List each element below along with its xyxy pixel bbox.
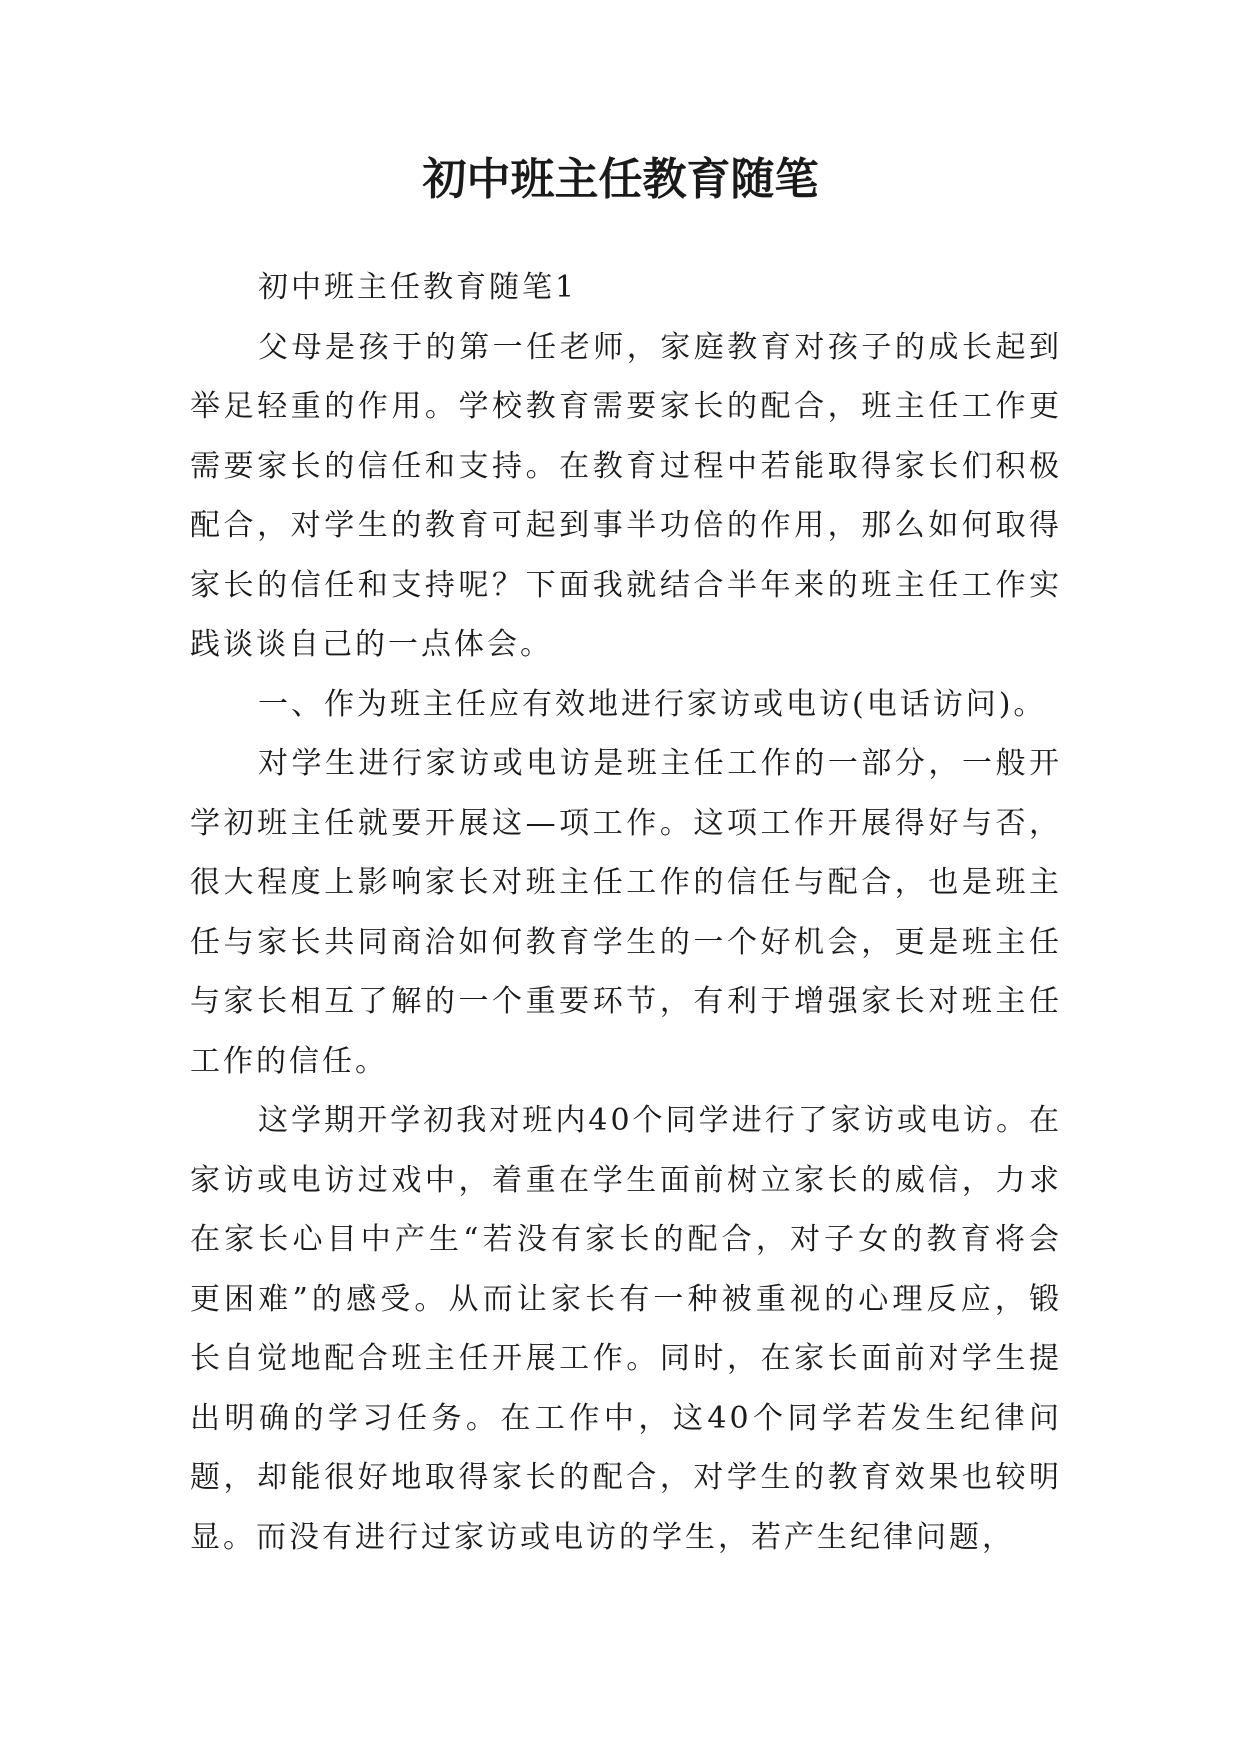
paragraph-intro: 父母是孩于的第一任老师，家庭教育对孩子的成长起到举足轻重的作用。学校教育需要家长的配合，班主任工作更需要家长的信任和支持。在教育过程中若能取得家长们积极配合，对学生的教育可起到事半功倍的作用，那么如何取得家长的信任和支持呢？下面我就结合半年来的班主任工作实践谈谈自己的一点体会。 (190, 329, 1062, 662)
section-heading: 初中班主任教育随笔1 (258, 270, 578, 305)
document-title: 初中班主任教育随笔 (422, 154, 819, 205)
paragraph-home-visit: 对学生进行家访或电访是班主任工作的一部分，一般开学初班主任就要开展这—项工作。这项工作开展得好与否，很大程度上影响家长对班主任工作的信任与配合，也是班主任与家长共同商洽如何教育学生的一个好机会，更是班主任与家长相互了解的一个重要环节，有利于增强家长对班主任工作的信任。 (190, 746, 1062, 1079)
paragraph-semester-visits: 这学期开学初我对班内40个同学进行了家访或电访。在家访或电访过戏中，着重在学生面前树立家长的威信，力求在家长心目中产生“若没有家长的配合，对子女的教育将会更困难”的感受。从而让家长有一种被重视的心理反应，锻长自觉地配合班主任开展工作。同时，在家长面前对学生提出明确的学习任务。在工作中，这40个同学若发生纪律问题，却能很好地取得家长的配合，对学生的教育效果也较明显。而没有进行过家访或电访的学生，若产生纪律问题， (190, 1103, 1062, 1555)
subheading-home-visit: 一、作为班主任应有效地进行家访或电访(电话访问)。 (258, 686, 1047, 722)
document-body (190, 258, 1062, 1567)
